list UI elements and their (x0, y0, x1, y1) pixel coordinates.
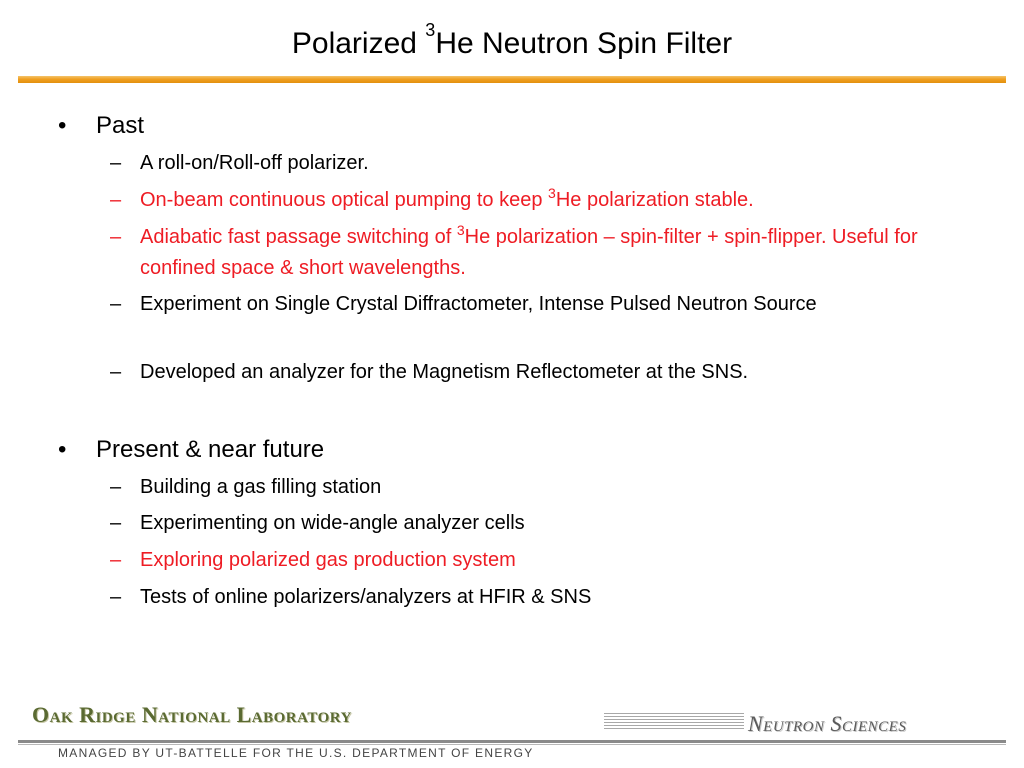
section-heading: Present & near future (96, 436, 325, 463)
item-superscript: 3 (548, 185, 556, 201)
dash-icon: – (110, 361, 122, 383)
title-text-post: He Neutron Spin Filter (435, 27, 733, 60)
title-superscript: 3 (425, 20, 436, 40)
dash-icon: – (110, 293, 122, 315)
item-text-post: He polarization stable. (555, 189, 754, 211)
dash-icon: – (110, 586, 122, 608)
footer-stripes (604, 713, 744, 729)
item-text: Experimenting on wide-angle analyzer cells (140, 512, 525, 534)
dash-icon: – (110, 189, 122, 211)
item-text-pre: Adiabatic fast passage switching of (140, 226, 457, 248)
bullet-icon: • (58, 436, 67, 463)
title-underline-rule (18, 76, 1006, 83)
section-heading: Past (96, 112, 145, 139)
item-superscript: 3 (456, 222, 465, 238)
item-text-pre: On-beam continuous optical pumping to keep (140, 189, 549, 211)
bullet-icon: • (58, 112, 67, 139)
dash-icon: – (110, 226, 122, 248)
dash-icon: – (110, 512, 122, 534)
managed-by-text: MANAGED BY UT-BATTELLE FOR THE U.S. DEPARTMENT OF ENERGY (58, 746, 534, 760)
dash-icon: – (110, 152, 122, 174)
title-text-pre: Polarized (291, 27, 426, 60)
item-text (140, 222, 970, 284)
item-text: Tests of online polarizers/analyzers at HFIR & SNS (140, 586, 592, 608)
item-text-post: He polarization – spin-filter + spin-flipper. Useful for confined space & short wavelengths. (140, 226, 918, 279)
dash-icon: – (110, 476, 122, 498)
item-text: Developed an analyzer for the Magnetism Reflectometer at the SNS. (140, 361, 749, 383)
lab-logo: Oak Ridge National Laboratory (32, 702, 352, 727)
dash-icon: – (110, 549, 122, 571)
item-text: A roll-on/Roll-off polarizer. (140, 152, 369, 174)
footer-rule-thin (18, 744, 1006, 745)
slide-title (0, 22, 1024, 66)
item-text: Experiment on Single Crystal Diffractometer, Intense Pulsed Neutron Source (140, 293, 817, 315)
item-text: Building a gas filling station (140, 476, 382, 498)
footer-rule (18, 740, 1006, 743)
division-name: Neutron Sciences (748, 711, 907, 736)
item-text: Exploring polarized gas production system (140, 549, 516, 571)
item-text (140, 185, 970, 216)
